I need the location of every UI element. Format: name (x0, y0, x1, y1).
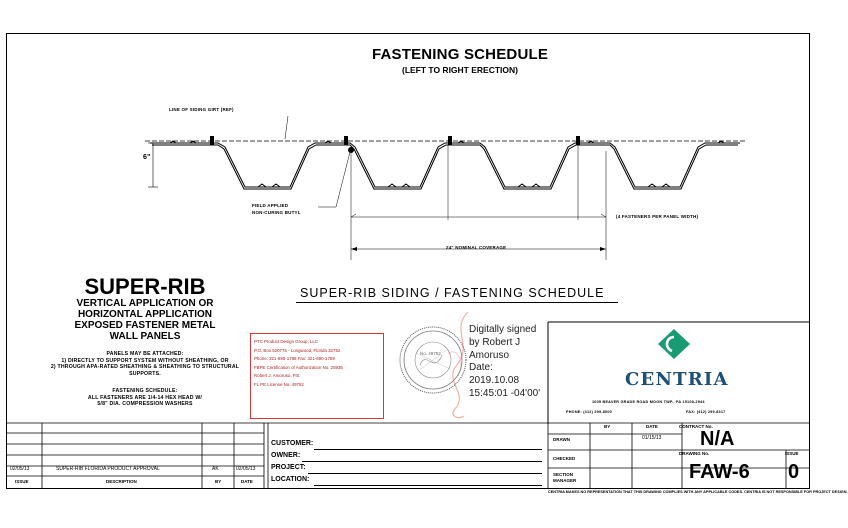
panel-profile-drawing (140, 95, 780, 270)
fastener-callout: (4 FASTENERS PER PANEL WIDTH) (616, 214, 699, 219)
drawing-caption: SUPER-RIB SIDING / FASTENING SCHEDULE (300, 286, 605, 300)
caption-underline (296, 302, 618, 303)
drawing-number-label: DRAWING No. (679, 451, 710, 456)
column-date: DATE (646, 424, 658, 429)
header-issue: ISSUE (15, 479, 29, 484)
drawing-subtitle: (LEFT TO RIGHT ERECTION) (401, 65, 518, 75)
butyl-callout-line2: NON-CURING BUTYL (252, 210, 301, 215)
fastening-note: FASTENING SCHEDULE: ALL FASTENERS ARE 1/4-14 HEX HEAD W/ 5/8" DIA. COMPRESSION WASHERS (87, 388, 203, 407)
revision-description: SUPER-RIB FLORIDA PRODUCT APPROVAL (56, 466, 160, 472)
depth-dimension: 6" (143, 154, 151, 161)
location-field: LOCATION: (271, 476, 310, 483)
digital-signature: Digitally signed by Robert J Amoruso Date: 2019.10.08 15:45:01 -04'00' (469, 324, 541, 399)
revision-by: AK (212, 466, 219, 472)
drawn-date: 01/15/13 (642, 435, 662, 441)
company-address: 1005 BEAVER GRADE ROAD MOON TWP., PA 15108-2944 (592, 400, 705, 404)
header-by: BY (215, 479, 222, 484)
engineer-info-box: PTC Product Design Group, LLC P.O. Box 520775 - Longwood, Florida 32752 Phone: 321-690-1788 Fax: 321-690-1789 FBPE Certification of Authorization No. 25935 Robert J. Amoruso, P.E. FL PE License No. 49752 (250, 333, 384, 419)
column-by: BY (604, 424, 611, 429)
drawing-title: FASTENING SCHEDULE (371, 46, 549, 63)
coverage-dimension: 24" NOMINAL COVERAGE (446, 245, 507, 250)
centria-logo-icon (658, 329, 690, 359)
pe-seal-stamp (398, 325, 468, 395)
product-name: SUPER-RIB (84, 274, 206, 299)
contract-label: CONTRACT No. (679, 424, 713, 429)
checked-label: CHECKED (553, 456, 576, 461)
drawn-label: DRAWN (553, 437, 570, 442)
attachment-note: PANELS MAY BE ATTACHED: 1) DIRECTLY TO SUPPORT SYSTEM WITHOUT SHEATHING, OR 2) THROUGH APA-RATED SHEATHING & SHEATHING TO STRUCTURAL SUPPORTS. (50, 351, 240, 377)
header-date: DATE (241, 479, 253, 484)
company-fax: FAX: (412) 299-8317 (686, 410, 726, 414)
product-description: VERTICAL APPLICATION OR HORIZONTAL APPLICATION EXPOSED FASTENER METAL WALL PANELS (74, 298, 216, 342)
customer-field: CUSTOMER: (271, 440, 314, 447)
contract-value: N/A (700, 428, 735, 450)
revision-date: 02/05/13 (10, 466, 30, 472)
issue-number: 0 (788, 461, 800, 483)
girt-callout: LINE OF SIDING GIRT (REF) (169, 107, 234, 112)
manager-label: SECTION MANAGER (553, 472, 577, 483)
header-description: DESCRIPTION (106, 479, 137, 484)
footer-disclaimer: CENTRIA MAKES NO REPRESENTATION THAT THIS DRAWING COMPLIES WITH ANY APPLICABLE CODES. CENTRIA IS NOT RESPONSIBLE FOR PROJECT DESIGN. (548, 490, 848, 494)
owner-field: OWNER: (271, 452, 301, 459)
company-phone: PHONE: (412) 299-8000 (566, 410, 612, 414)
drawing-number: FAW-6 (689, 461, 750, 483)
butyl-callout-line1: FIELD APPLIED (252, 203, 289, 208)
issue-label: ISSUE (785, 451, 799, 456)
revision-rev-date: 02/05/13 (236, 466, 256, 472)
seal-number: No. 49752 (420, 351, 441, 356)
project-field: PROJECT: (271, 464, 306, 471)
company-name: CENTRIA (625, 369, 729, 390)
